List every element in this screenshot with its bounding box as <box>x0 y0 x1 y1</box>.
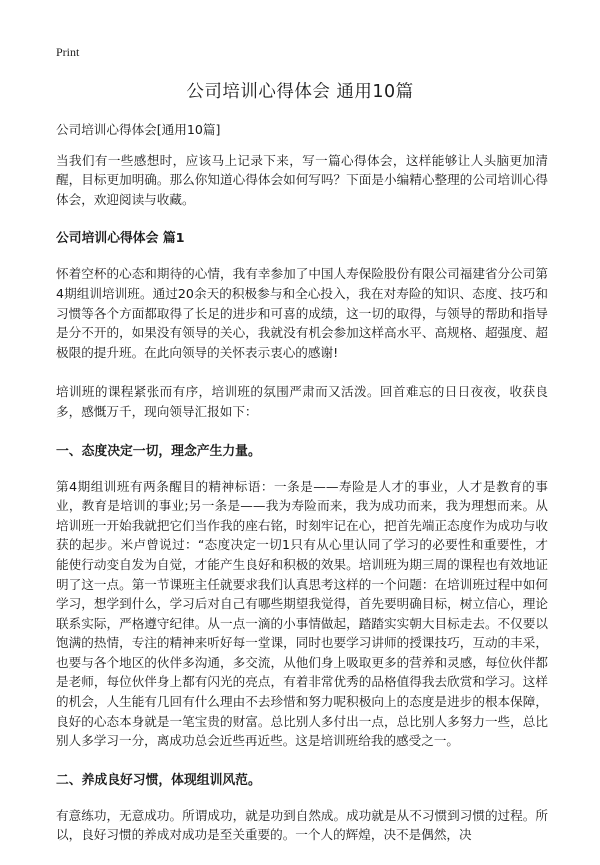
paragraph-2: 培训班的课程紧张而有序，培训班的氛围严肃而又活泼。回首难忘的日日夜夜，收获良多，感慨万千，现向领导汇报如下： <box>56 384 548 419</box>
article-body <box>56 120 548 865</box>
page-title: 公司培训心得体会 通用10篇 <box>186 82 414 102</box>
heading-attitude: 一、态度决定一切，理念产生力量。 <box>56 443 261 459</box>
paragraph-1: 怀着空杯的心态和期待的心情，我有幸参加了中国人寿保险股份有限公司福建省分公司第4期组训培训班。通过20余天的积极参与和全心投入，我在对寿险的知识、态度、技巧和习惯等各个方面都取得了长足的进步和可喜的成绩，这一切的取得，与领导的帮助和指导是分不开的，如果没有领导的关心，我就没有机会参加这样高水平、高规格、超强度、超极限的提升班。在此向领导的关怀表示衷心的感谢! <box>56 266 548 360</box>
article-subtitle: 公司培训心得体会[通用10篇] <box>56 122 221 137</box>
print-link[interactable]: Print <box>56 45 80 59</box>
intro-paragraph: 当我们有一些感想时，应该马上记录下来，写一篇心得体会，这样能够让人头脑更加清醒，目标更加明确。那么你知道心得体会如何写吗？下面是小编精心整理的公司培训心得体会，欢迎阅读与收藏。 <box>56 152 548 207</box>
heading-habits: 二、养成良好习惯，体现组训风范。 <box>56 772 261 788</box>
section-heading: 公司培训心得体会 篇1 <box>56 231 185 247</box>
paragraph-4: 有意练功，无意成功。所谓成功，就是功到自然成。成功就是从不习惯到习惯的过程。所以，良好习惯的养成对成功是至关重要的。一个人的辉煌，决不是偶然，决 <box>56 807 548 843</box>
paragraph-3: 第4期组训班有两条醒目的精神标语：一条是——寿险是人才的事业，人才是教育的事业，教育是培训的事业;另一条是——我为寿险而来，我为成功而来，我为理想而来。从培训班一开始我就把它们当作我的座右铭，时刻牢记在心，把首先端正态度作为成功与收获的起步。米卢曾说过：“态度决定一切1只有从心里认同了学习的必要性和重要性，才能使行动变自发为自觉，才能产生良好和积极的效果。培训班为期三周的课程也有效地证明了这一点。第一节课班主任就要求我们认真思考这样的一个问题：在培训班过程中如何学习，想学到什么，学习后对自己有哪些期望我觉得，首先要明确目标，树立信心，理论联系实际，严格遵守纪律。从一点一滴的小事情做起，踏踏实实朝大目标走去。不仅要以饱满的热情，专注的精神来听好每一堂课，同时也要学习讲师的授课技巧，互动的丰采，也要与各个地区的伙伴多沟通，多交流，从他们身上吸取更多的营养和灵感，每位伙伴都是老师，每位伙伴身上都有闪光的亮点，有着非常优秀的品格值得我去欣赏和学习。这样的机会，人生能有几回有什么理由不去珍惜和努力呢积极向上的态度是进步的根本保障，良好的心态本身就是一笔宝贵的财富。总比别人多付出一点，总比别人多努力一些，总比别人多学习一分，离成功总会近些再近些。这是培训班给我的感受之一。 <box>56 478 548 749</box>
